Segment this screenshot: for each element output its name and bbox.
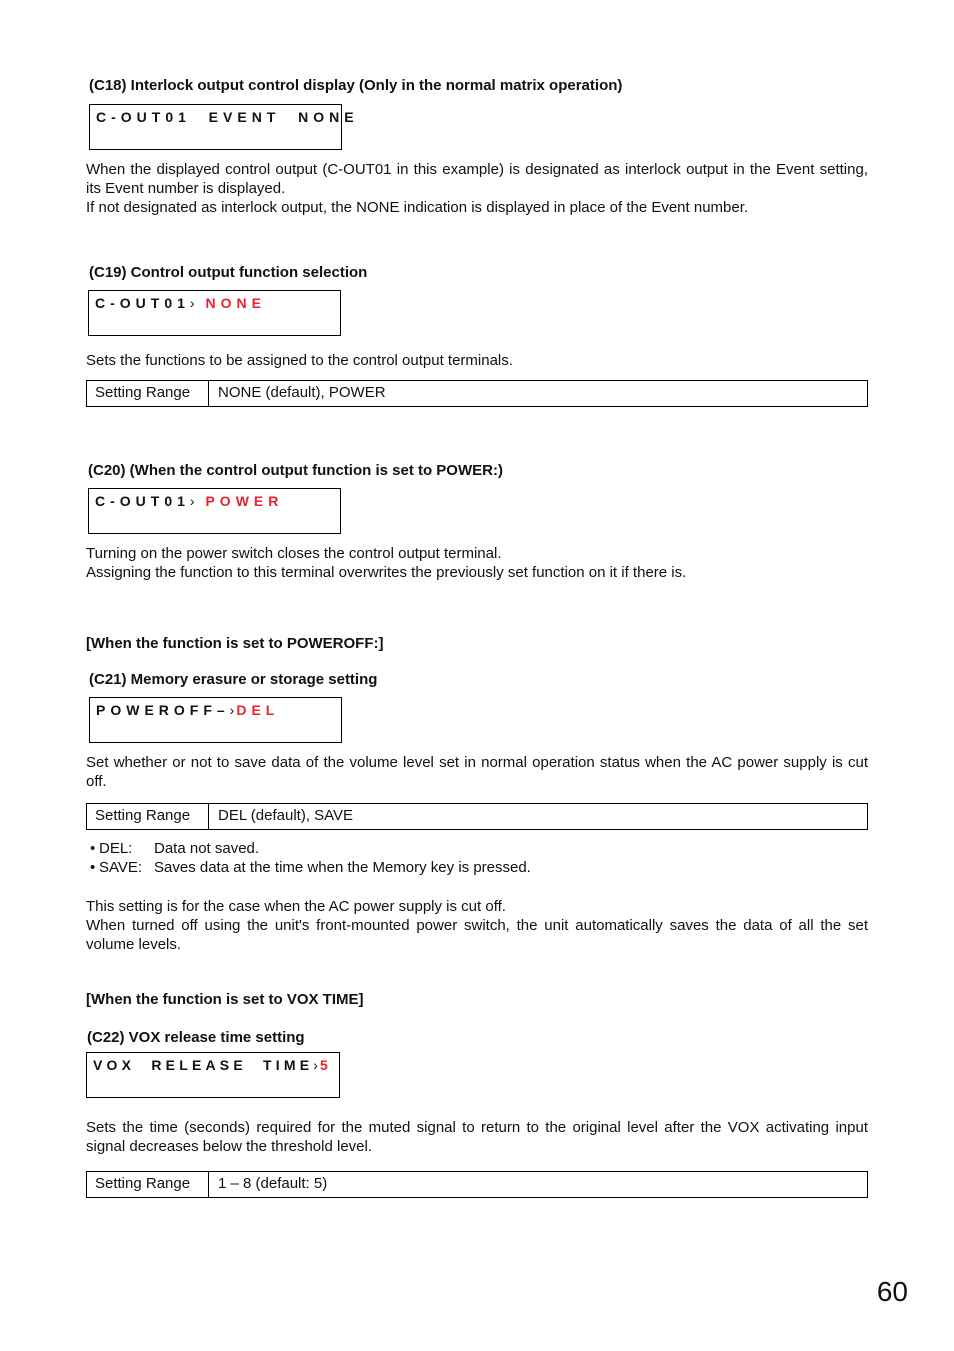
c20-lcd-display [88, 488, 341, 534]
c22-range-value: 1 – 8 (default: 5) [218, 1175, 328, 1192]
c22-lcd-arrow-icon: › [313, 1057, 320, 1073]
c21-option-list [90, 839, 531, 877]
c20-lcd-prefix: C-OUT01 [95, 493, 190, 509]
c21-range-value: DEL (default), SAVE [218, 807, 354, 824]
poweroff-heading: [When the function is set to POWEROFF:] [86, 635, 384, 652]
c18-description [86, 160, 868, 217]
c21-range-label: Setting Range [87, 804, 209, 829]
c20-para-2: Assigning the function to this terminal overwrites the previously set function on it if there is. [86, 564, 687, 581]
c21-description: Set whether or not to save data of the volume level set in normal operation status when the AC power supply is cut off. [86, 754, 868, 790]
c21-lcd-arrow-icon: › [229, 702, 237, 718]
c21-note-2: When turned off using the unit's front-mounted power switch, the unit automatically saves the data of all the set volume levels. [86, 917, 868, 953]
option-key: SAVE: [99, 859, 143, 876]
c18-para-1: When the displayed control output (C-OUT01 in this example) is designated as interlock output in the Event setting, its Event number is displayed. [86, 161, 868, 197]
c21-lcd-prefix: POWEROFF– [96, 702, 230, 718]
c18-para-2: If not designated as interlock output, the NONE indication is displayed in place of the Event number. [86, 199, 749, 216]
c20-lcd-arrow-icon: › [189, 493, 197, 509]
c19-heading: (C19) Control output function selection [89, 264, 368, 281]
option-text: Data not saved. [154, 840, 260, 857]
c21-heading: (C21) Memory erasure or storage setting [89, 671, 378, 688]
option-key: DEL: [99, 840, 133, 857]
c22-description: Sets the time (seconds) required for the muted signal to return to the original level after the VOX activating input signal decreases below the threshold level. [86, 1119, 868, 1155]
c21-setting-range-table [86, 803, 868, 830]
c19-range-label: Setting Range [87, 381, 209, 406]
c22-setting-range-table [86, 1171, 868, 1198]
list-item: • SAVE: Saves data at the time when the Memory key is pressed. [90, 859, 531, 876]
c18-heading: (C18) Interlock output control display (Only in the normal matrix operation) [89, 77, 623, 94]
c19-setting-range-table [86, 380, 868, 407]
c19-range-value: NONE (default), POWER [218, 384, 386, 401]
c22-lcd-value: 5 [319, 1057, 332, 1073]
c20-para-1: Turning on the power switch closes the control output terminal. [86, 545, 502, 562]
c20-lcd-value: POWER [205, 493, 284, 509]
option-text: Saves data at the time when the Memory key is pressed. [154, 859, 531, 876]
c18-lcd-text: C-OUT01 EVENT NONE [96, 109, 359, 125]
c19-lcd-arrow-icon: › [189, 295, 197, 311]
c19-lcd-display [88, 290, 341, 336]
c22-range-label: Setting Range [87, 1172, 209, 1197]
c20-description [86, 544, 868, 582]
c20-heading: (C20) (When the control output function is set to POWER:) [88, 462, 503, 479]
c21-lcd-value: DEL [236, 702, 280, 718]
c18-lcd-display [89, 104, 359, 150]
c21-note-1: This setting is for the case when the AC power supply is cut off. [86, 898, 506, 915]
c19-lcd-value: NONE [205, 295, 266, 311]
c22-heading: (C22) VOX release time setting [87, 1029, 305, 1046]
c19-description: Sets the functions to be assigned to the control output terminals. [86, 352, 513, 369]
list-item: • DEL: Data not saved. [90, 840, 260, 857]
c19-lcd-prefix: C-OUT01 [95, 295, 190, 311]
page-number: 60 [876, 1276, 908, 1307]
voxtime-heading: [When the function is set to VOX TIME] [86, 991, 364, 1008]
c21-note [86, 897, 868, 954]
c22-lcd-display [86, 1052, 340, 1098]
c21-lcd-display [89, 697, 342, 743]
c22-lcd-prefix: VOX RELEASE TIME [93, 1057, 314, 1073]
